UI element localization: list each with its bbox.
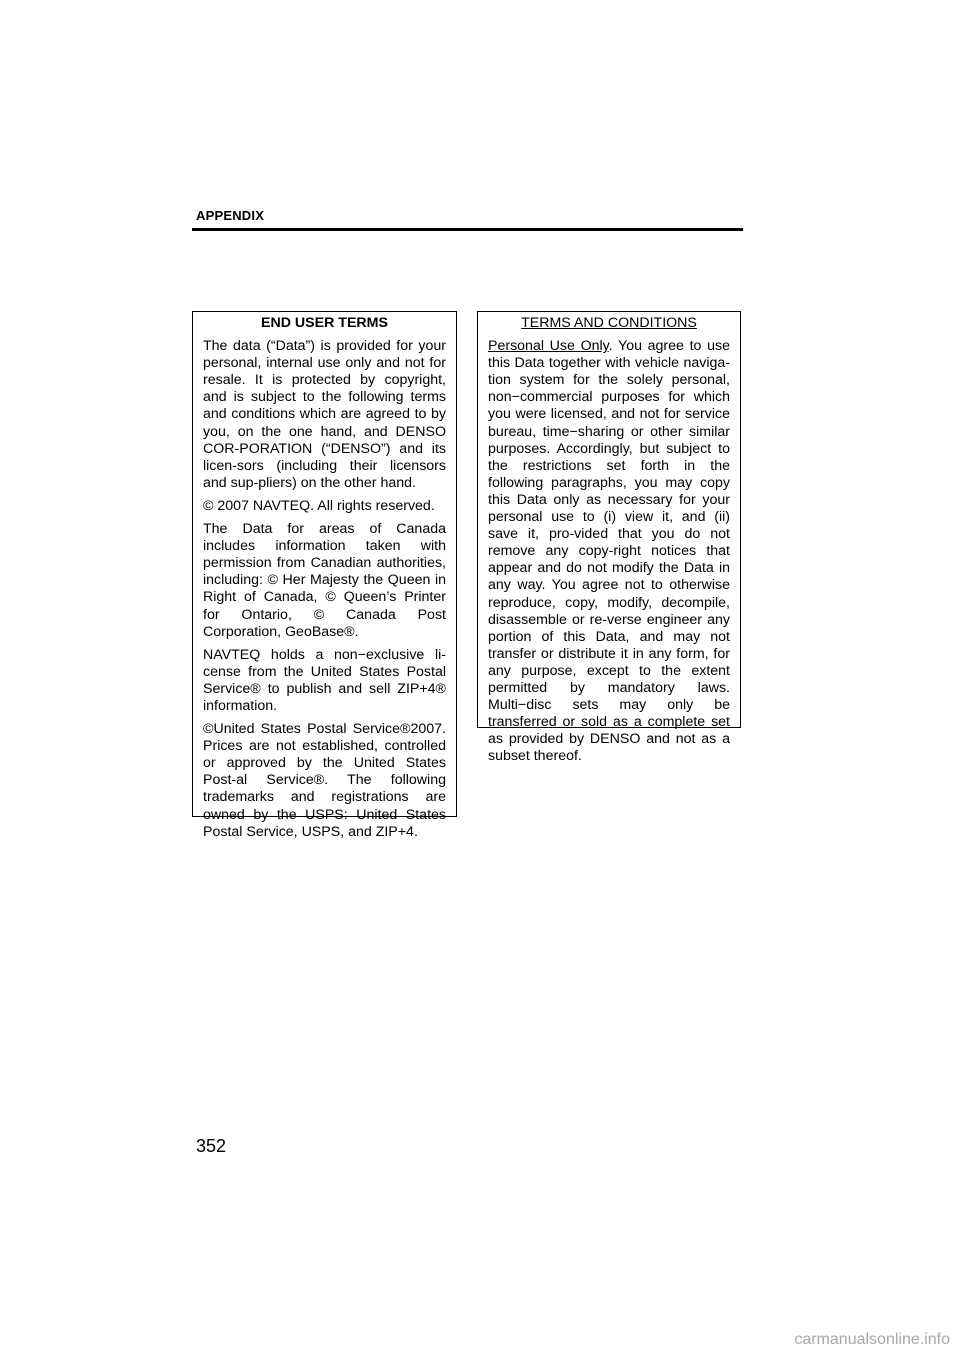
canada-data-paragraph: The Data for areas of Canada includes information taken with permission from Canadian authorities, including: © Her Majesty the Queen in Right of Canada, © Queen’s Printer for Ontario, © Canada Post Corporation, GeoBase®. bbox=[203, 521, 446, 640]
personal-use-paragraph bbox=[488, 338, 730, 765]
data-provided-paragraph: The data (“Data”) is provided for your personal, internal use only and not for resale. It is protected by copyright, and is subject to the following terms and conditions which are agreed to by you, on the one hand, and DENSO COR-PORATION (“DENSO”) and its licen-sors (including their licensors and sup-pliers) on the other hand. bbox=[203, 338, 446, 491]
terms-and-conditions-title: TERMS AND CONDITIONS bbox=[521, 315, 697, 331]
end-user-terms-title: END USER TERMS bbox=[261, 315, 388, 331]
header-rule bbox=[192, 228, 743, 231]
end-user-terms-box bbox=[192, 311, 457, 840]
terms-and-conditions-box bbox=[477, 311, 741, 765]
page-number: 352 bbox=[196, 1136, 227, 1156]
usps-license-paragraph: NAVTEQ holds a non−exclusive li-cense from the United States Postal Service® to publish and sell ZIP+4® information. bbox=[203, 646, 446, 714]
section-header: APPENDIX bbox=[196, 208, 265, 223]
usps-trademarks-paragraph: ©United States Postal Service®2007. Prices are not established, controlled or approved by the United States Post-al Service®. The following trademarks and registrations are owned by the USPS: United States Postal Service, USPS, and ZIP+4. bbox=[203, 721, 446, 840]
personal-use-heading: Personal Use Only bbox=[488, 338, 609, 355]
site-watermark: carmanualsonline.info bbox=[794, 1331, 950, 1348]
personal-use-text: . You agree to use this Data together with vehicle naviga-tion system for the solely personal, non−commercial purposes for which you were licensed, and not for service bureau, time−sharing or other similar purposes. Accordingly, but subject to the restrictions set forth in the following paragraphs, you may copy this Data only as necessary for your personal use to (i) view it, and (ii) save it, pro-vided that you do not remove any copy-right notices that appear and do not modify the Data in any way. You agree not to otherwise reproduce, copy, modify, decompile, disassemble or re-verse engineer any portion of this Data, and may not transfer or distribute it in any form, for any purpose, except to the extent permitted by mandatory laws. Multi−disc sets may only be transferred or sold as a complete set as provided by DENSO and not as a subset thereof. bbox=[488, 338, 730, 765]
navteq-copyright-paragraph: © 2007 NAVTEQ. All rights reserved. bbox=[203, 497, 435, 514]
